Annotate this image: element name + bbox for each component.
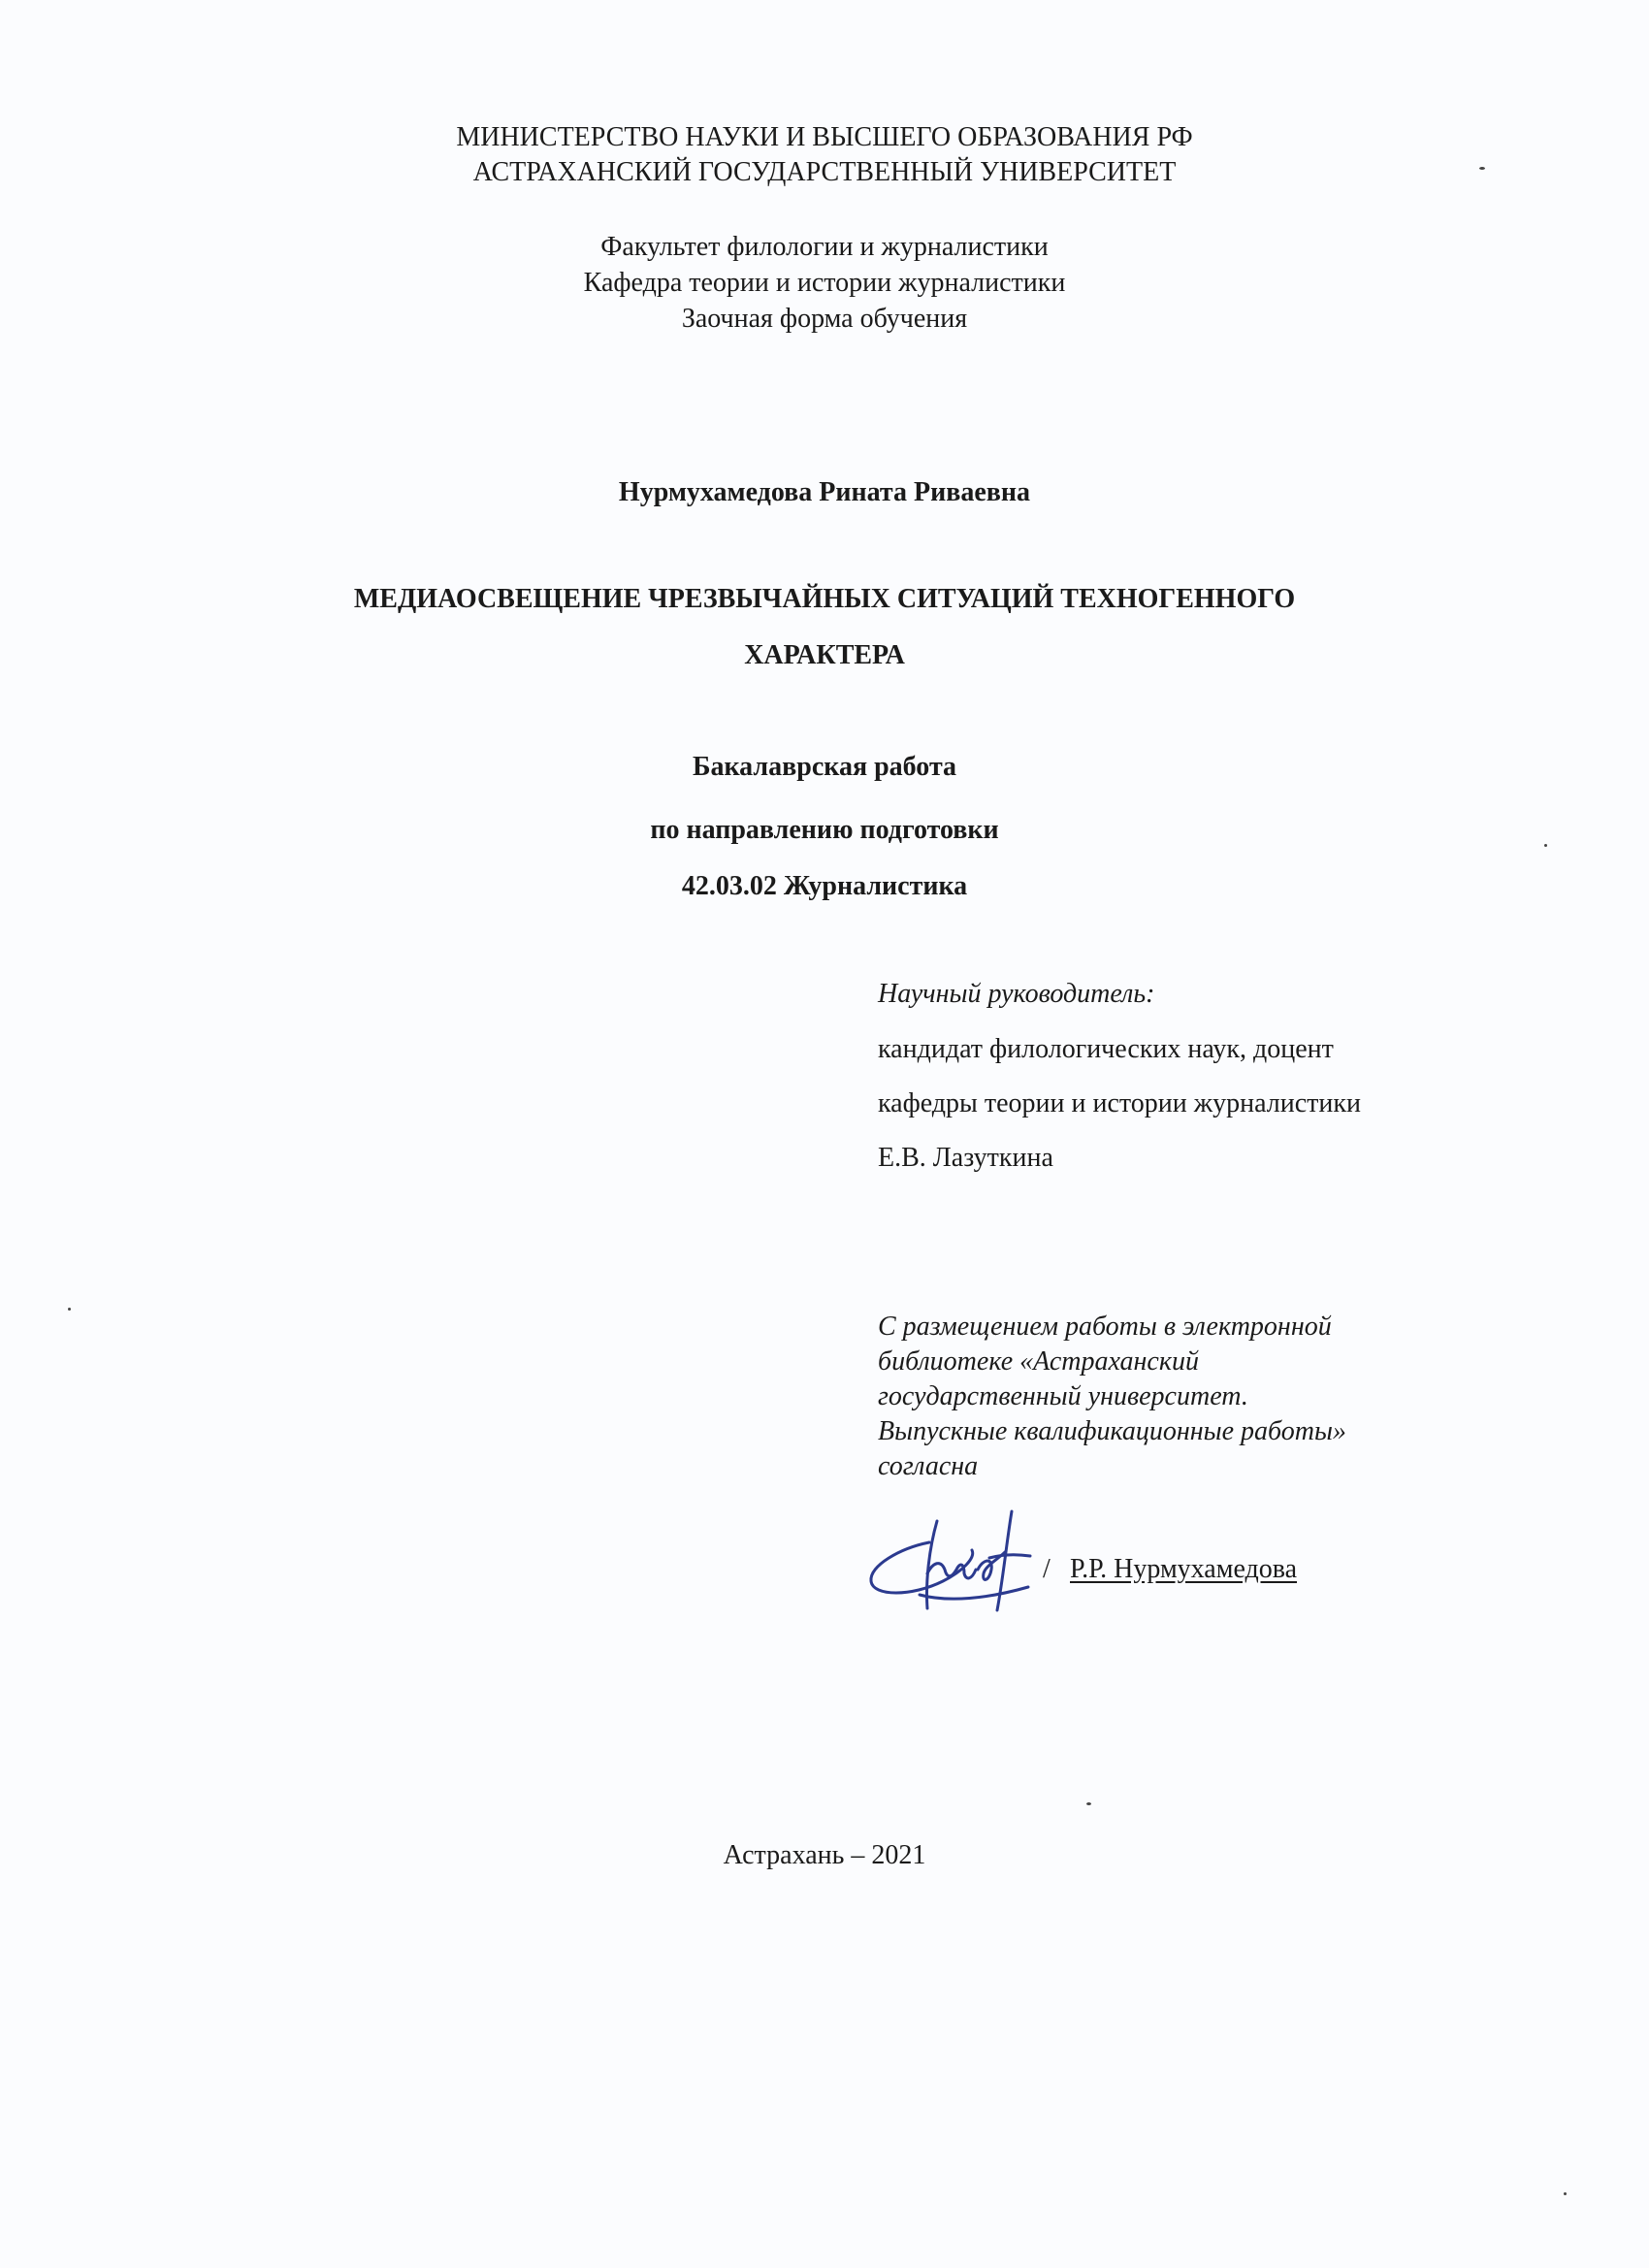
supervisor-label: Научный руководитель: (878, 979, 1155, 1009)
supervisor-degree: кандидат филологических наук, доцент (878, 1034, 1334, 1064)
university-name: АСТРАХАНСКИЙ ГОСУДАРСТВЕННЫЙ УНИВЕРСИТЕТ (472, 157, 1177, 187)
scan-speck (1086, 1802, 1091, 1805)
scan-speck (68, 1308, 71, 1311)
consent-line-3: государственный университет. (878, 1381, 1248, 1411)
thesis-title-line2: ХАРАКТЕРА (744, 640, 905, 670)
consent-line-4: Выпускные квалификационные работы» (878, 1416, 1346, 1446)
faculty-name: Факультет филологии и журналистики (600, 232, 1049, 262)
signature-name: Р.Р. Нурмухамедова (1070, 1554, 1298, 1584)
supervisor-name: Е.В. Лазуткина (878, 1143, 1053, 1173)
work-type: Бакалаврская работа (692, 752, 957, 782)
scan-speck (1479, 167, 1485, 170)
direction-label: по направлению подготовки (650, 815, 999, 845)
place-year: Астрахань – 2021 (723, 1840, 926, 1870)
study-form: Заочная форма обучения (681, 304, 968, 334)
consent-line-5: согласна (878, 1451, 979, 1481)
department-name: Кафедра теории и истории журналистики (583, 268, 1066, 298)
scan-speck (1544, 844, 1547, 847)
direction-name: 42.03.02 Журналистика (681, 871, 968, 901)
scan-speck (1564, 2192, 1567, 2195)
ministry-name: МИНИСТЕРСТВО НАУКИ И ВЫСШЕГО ОБРАЗОВАНИЯ РФ (456, 122, 1193, 152)
author-name: Нурмухамедова Рината Риваевна (618, 477, 1031, 507)
handwritten-signature (861, 1502, 1046, 1618)
supervisor-department: кафедры теории и истории журналистики (878, 1088, 1361, 1118)
thesis-title-line1: МЕДИАОСВЕЩЕНИЕ ЧРЕЗВЫЧАЙНЫХ СИТУАЦИЙ ТЕХНОГЕННОГО (353, 584, 1296, 614)
consent-line-1: С размещением работы в электронной (878, 1312, 1332, 1342)
signature-separator: / (1043, 1554, 1051, 1584)
consent-line-2: библиотеке «Астраханский (878, 1346, 1199, 1377)
